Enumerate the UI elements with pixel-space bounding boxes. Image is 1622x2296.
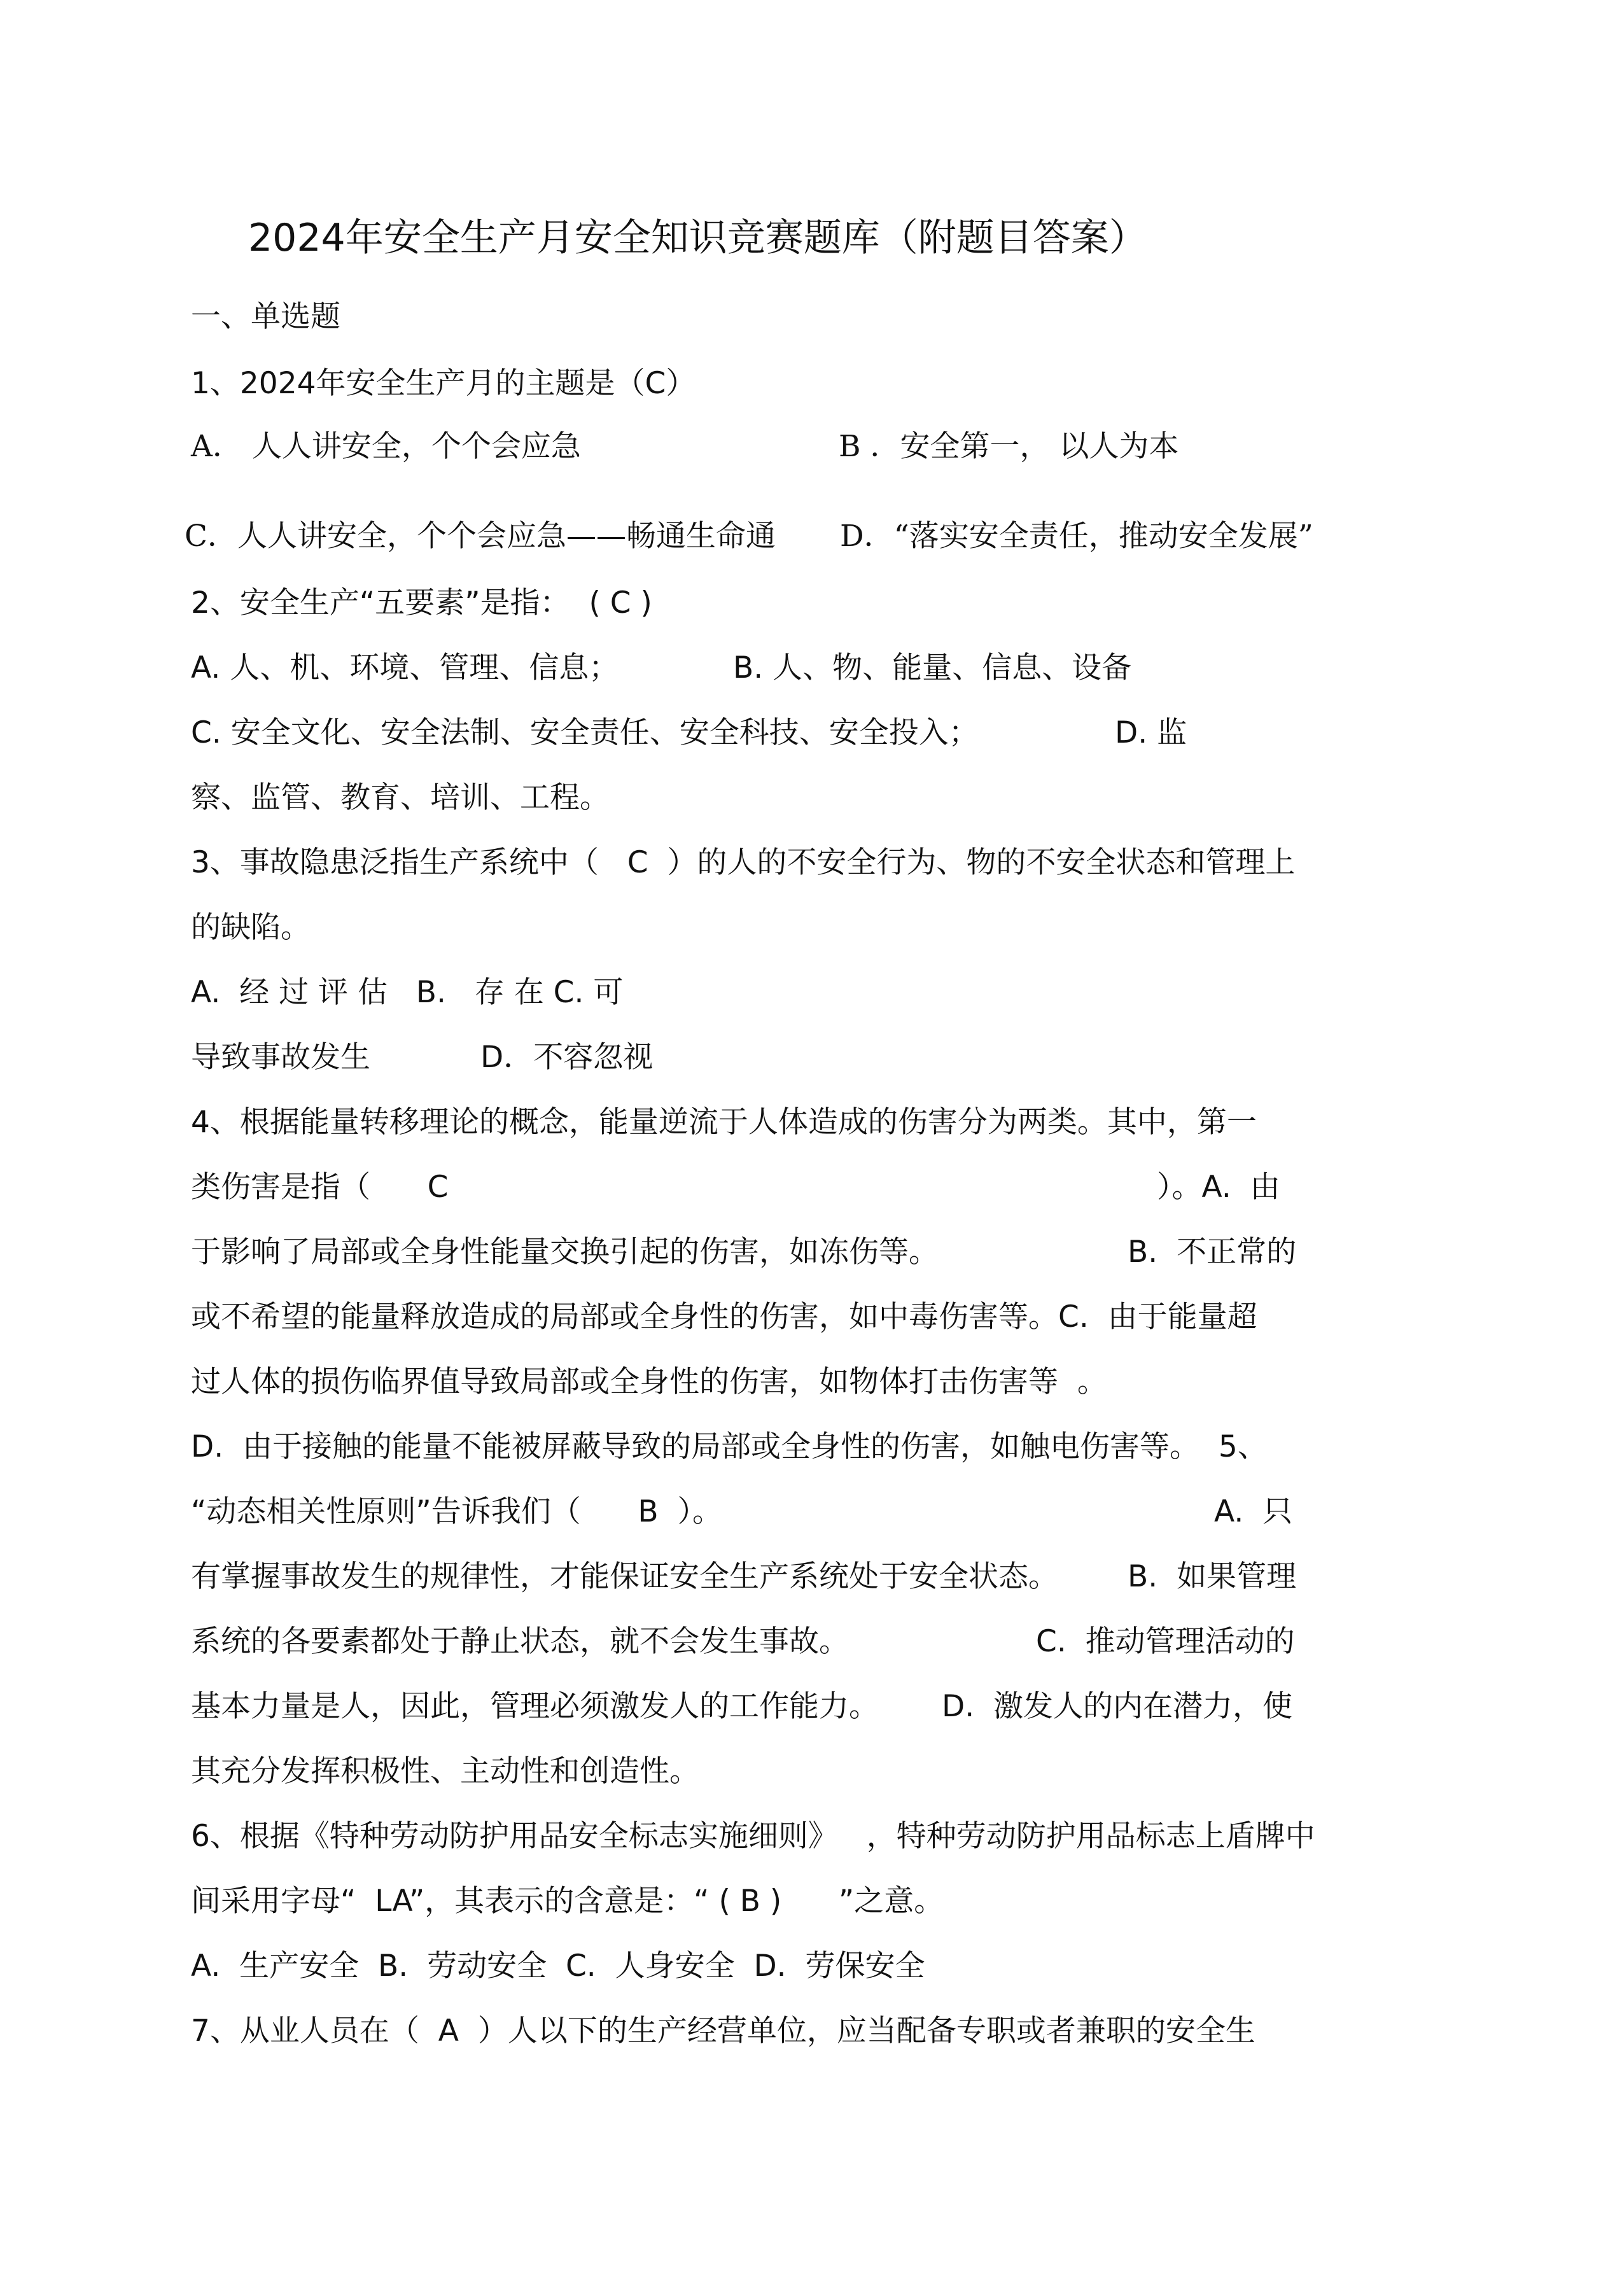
q3-stem-line: 的缺陷。 — [191, 910, 311, 945]
document-title: 2024年安全生产月安全知识竞赛题库（附题目答案） — [248, 216, 1147, 260]
q6-stem-line: 6、根据《特种劳动防护用品安全标志实施细则》 ，特种劳动防护用品标志上盾牌中 — [191, 1819, 1315, 1854]
q2-option-a: A. 人、机、环境、管理、信息； — [191, 650, 619, 685]
q4-text-line: D. 由于接触的能量不能被屏蔽导致的局部或全身性的伤害，如触电伤害等。 5、 — [191, 1429, 1268, 1464]
q5-stem: “动态相关性原则”告诉我们（ B ）。 — [191, 1494, 722, 1529]
q4-text-line: 类伤害是指（ C — [191, 1170, 449, 1205]
q2-stem: 2、安全生产“五要素”是指： ( C ) — [191, 585, 652, 620]
q1-option-a: A． 人人讲安全，个个会应急 — [191, 429, 581, 464]
q5-option-d: D. 激发人的内在潜力，使 — [942, 1689, 1293, 1724]
q3-option-d: D．不容忽视 — [480, 1040, 654, 1075]
q5-option-b: B. 如果管理 — [1128, 1559, 1297, 1594]
q5-option-c: C. 推动管理活动的 — [1036, 1624, 1295, 1659]
q2-option-c: C. 安全文化、安全法制、安全责任、安全科技、安全投入； — [191, 715, 979, 750]
q5-text-line: 其充分发挥积极性、主动性和创造性。 — [191, 1754, 699, 1789]
q5-text-line: 有掌握事故发生的规律性，才能保证安全生产系统处于安全状态。 — [191, 1559, 1058, 1594]
q5-text-line: 系统的各要素都处于静止状态，就不会发生事故。 — [191, 1624, 849, 1659]
q3-options-line: 导致事故发生 — [191, 1040, 370, 1075]
q4-option-b: B. 不正常的 — [1128, 1235, 1297, 1270]
q4-text-line: 4、根据能量转移理论的概念，能量逆流于人体造成的伤害分为两类。其中，第一 — [191, 1105, 1257, 1140]
q1-option-d: D．“落实安全责任，推动安全发展” — [840, 519, 1313, 554]
q1-stem: 1、2024年安全生产月的主题是（C） — [191, 366, 696, 401]
q4-option-a: ）。A. 由 — [1157, 1170, 1280, 1205]
q3-stem-line: 3、事故隐患泛指生产系统中（ C ）的人的不安全行为、物的不安全状态和管理上 — [191, 845, 1296, 880]
q1-option-c: C．人人讲安全，个个会应急——畅通生命通 — [185, 519, 776, 554]
q6-options: A. 生产安全 B. 劳动安全 C. 人身安全 D. 劳保安全 — [191, 1949, 925, 1984]
section-heading: 一、单选题 — [191, 299, 340, 334]
q2-option-d-continued: 察、监管、教育、培训、工程。 — [191, 780, 610, 815]
q7-stem-line: 7、从业人员在（ A ）人以下的生产经营单位，应当配备专职或者兼职的安全生 — [191, 2013, 1255, 2048]
q3-options-line: A. 经 过 评 估 B. 存 在 C. 可 — [191, 975, 624, 1010]
q4-text-line: 或不希望的能量释放造成的局部或全身性的伤害，如中毒伤害等。C. 由于能量超 — [191, 1299, 1257, 1334]
q4-text-line: 过人体的损伤临界值导致局部或全身性的伤害，如物体打击伤害等 。 — [191, 1364, 1107, 1399]
q2-option-d: D. 监 — [1115, 715, 1187, 750]
q4-text-line: 于影响了局部或全身性能量交换引起的伤害，如冻伤等。 — [191, 1235, 939, 1270]
q2-option-b: B. 人、物、能量、信息、设备 — [733, 650, 1132, 685]
q5-option-a: A. 只 — [1214, 1494, 1293, 1529]
q5-text-line: 基本力量是人，因此，管理必须激发人的工作能力。 — [191, 1689, 879, 1724]
q6-stem-line: 间采用字母“ LA”，其表示的含意是：“ ( B ) ”之意。 — [191, 1884, 944, 1919]
q1-option-b: B ．安全第一， 以人为本 — [839, 429, 1179, 464]
